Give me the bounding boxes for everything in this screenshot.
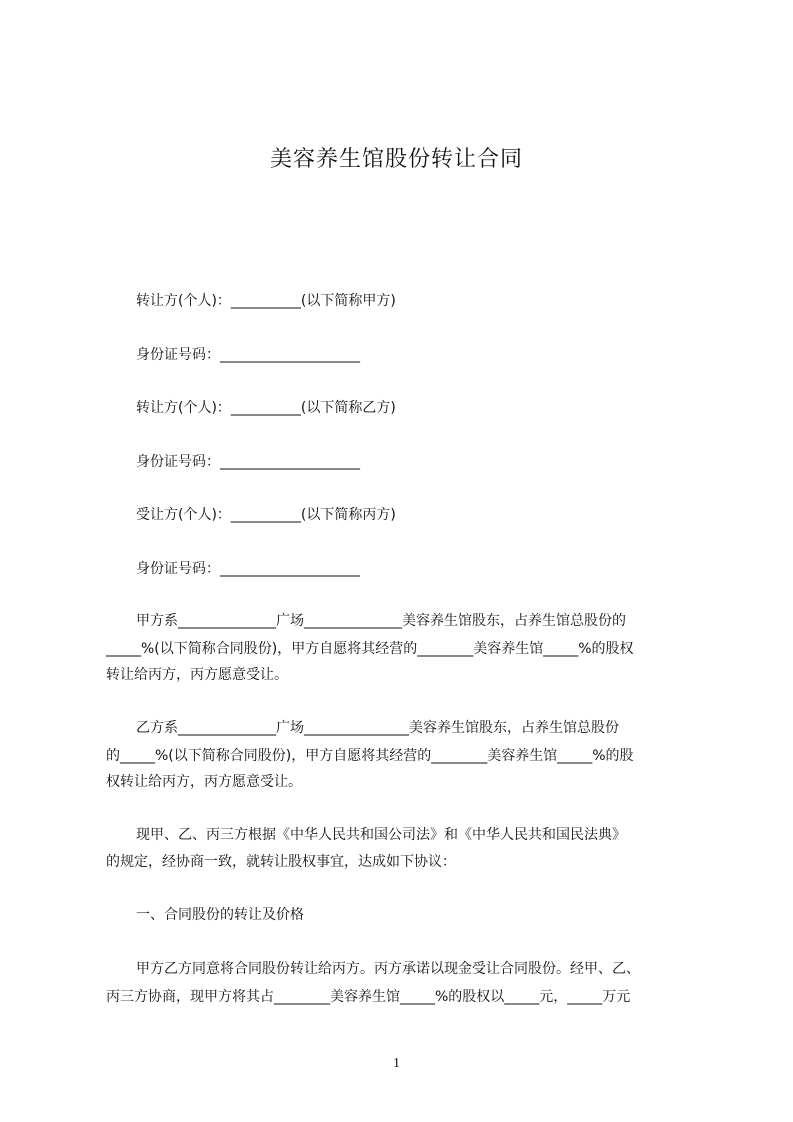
paragraph-1-line-2: _____%(以下简称合同股份)，甲方自愿将其经营的________美容养生馆_____%的股权 [106, 641, 634, 657]
paragraph-2-line-3: 权转让给丙方，丙方愿意受让。 [106, 774, 302, 790]
paragraph-1-line-3: 转让给丙方，丙方愿意受让。 [106, 667, 288, 683]
transferor-a-line: 转让方(个人)：__________(以下简称甲方) [136, 293, 396, 309]
paragraph-4-line-2: 丙三方协商，现甲方将其占________美容养生馆_____%的股权以_____元，_____万元 [106, 989, 631, 1005]
paragraph-3-line-1: 现甲、乙、丙三方根据《中华人民共和国公司法》和《中华人民共和国民法典》 [136, 827, 626, 843]
page-number: 1 [393, 1056, 400, 1071]
transferee-c-line: 受让方(个人)：__________(以下简称丙方) [136, 507, 396, 523]
transferee-c-id-line: 身份证号码：____________________ [136, 561, 360, 577]
transferor-a-id-line: 身份证号码：____________________ [136, 347, 360, 363]
paragraph-4-line-1: 甲方乙方同意将合同股份转让给丙方。丙方承诺以现金受让合同股份。经甲、乙、 [136, 961, 640, 977]
paragraph-3-line-2: 的规定，经协商一致，就转让股权事宜，达成如下协议： [106, 854, 456, 870]
paragraph-2-line-1: 乙方系______________广场_______________美容养生馆股东，占养生馆总股份 [136, 720, 619, 736]
transferor-b-line: 转让方(个人)：__________(以下简称乙方) [136, 400, 396, 416]
paragraph-2-line-2: 的_____%(以下简称合同股份)，甲方自愿将其经营的________美容养生馆_____%的股 [106, 748, 634, 764]
paragraph-1-line-1: 甲方系______________广场______________美容养生馆股东，占养生馆总股份的 [136, 613, 626, 629]
section-heading: 一、合同股份的转让及价格 [136, 907, 304, 923]
document-title: 美容养生馆股份转让合同 [269, 147, 523, 172]
transferor-b-id-line: 身份证号码：____________________ [136, 454, 360, 470]
